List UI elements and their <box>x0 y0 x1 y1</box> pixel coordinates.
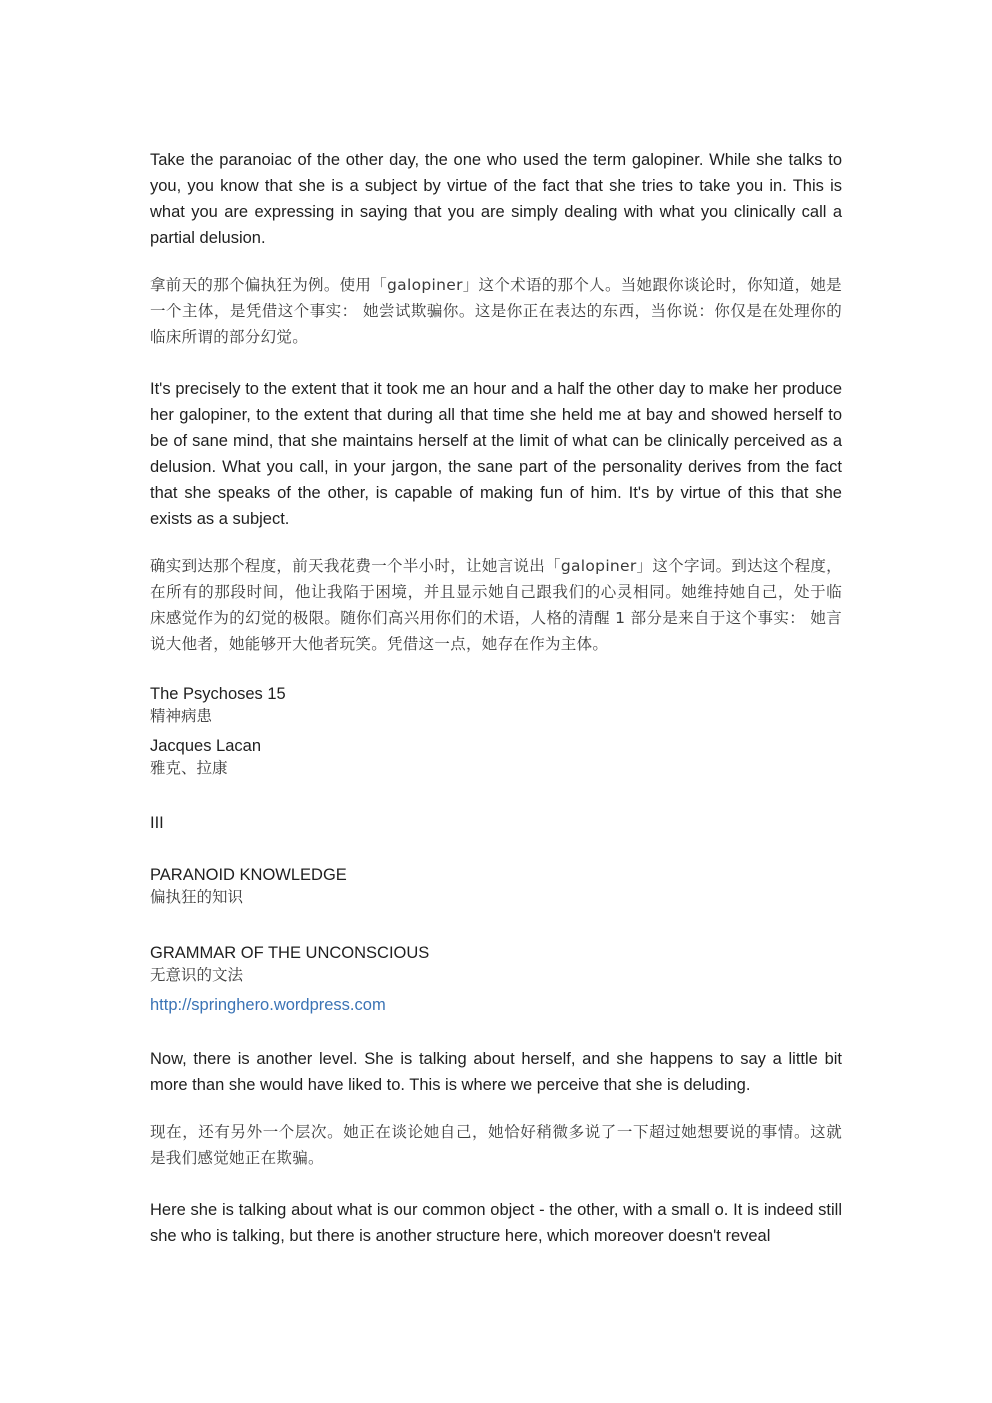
section-title-chinese: 无意识的文法 <box>150 966 244 984</box>
chapter-number: III <box>150 814 164 832</box>
paragraph-3-english: Now, there is another level. She is talking about herself, and she happens to say a little bit more than she would have liked to. This is where we perceive that she is deluding. <box>150 1050 842 1094</box>
paragraph-2-chinese: 确实到达那个程度，前天我花费一个半小时，让她言说出「galopiner」这个字词。到达这个程度，在所有的那段时间，他让我陷于困境，并且显示她自己跟我们的心灵相同。她维持她自己，处于临床感觉作为的幻觉的极限。随你们高兴用你们的术语，人格的清醒 1 部分是来自于这个事实： 她言说大他者，她能够开大他者玩笑。凭借这一点，她存在作为主体。 <box>150 557 842 653</box>
paragraph-1-english: Take the paranoiac of the other day, the one who used the term galopiner. While she talks to you, you know that she is a subject by virtue of the fact that she tries to take you in. This is what you are expressing in saying that you are simply dealing with what you clinically call a partial delusion. <box>150 151 842 247</box>
book-title-chinese: 精神病患 <box>150 707 213 725</box>
paragraph-4-english: Here she is talking about what is our common object - the other, with a small o. It is indeed still she who is talking, but there is another structure here, which moreover doesn't reveal <box>150 1201 842 1245</box>
document-page <box>150 147 842 1249</box>
author-chinese: 雅克、拉康 <box>150 759 228 777</box>
chapter-title-english: PARANOID KNOWLEDGE <box>150 866 347 884</box>
chapter-title-chinese: 偏执狂的知识 <box>150 888 244 906</box>
author-english: Jacques Lacan <box>150 737 261 755</box>
paragraph-3-chinese: 现在，还有另外一个层次。她正在谈论她自己，她恰好稍微多说了一下超过她想要说的事情。这就是我们感觉她正在欺骗。 <box>150 1123 842 1167</box>
paragraph-2-english: It's precisely to the extent that it took me an hour and a half the other day to make her produce her galopiner, to the extent that during all that time she held me at bay and showed herself to be of sane mind, that she maintains herself at the limit of what can be clinically perceived as a delusion. What you call, in your jargon, the sane part of the personality derives from the fact that she speaks of the other, is capable of making fun of him. It's by virtue of this that she exists as a subject. <box>150 380 842 528</box>
book-title-english: The Psychoses 15 <box>150 685 286 703</box>
blog-link[interactable]: http://springhero.wordpress.com <box>150 996 386 1014</box>
paragraph-1-chinese: 拿前天的那个偏执狂为例。使用「galopiner」这个术语的那个人。当她跟你谈论时，你知道，她是一个主体，是凭借这个事实： 她尝试欺骗你。这是你正在表达的东西，当你说：你仅是在处理你的临床所谓的部分幻觉。 <box>150 276 842 346</box>
section-title-english: GRAMMAR OF THE UNCONSCIOUS <box>150 944 430 962</box>
